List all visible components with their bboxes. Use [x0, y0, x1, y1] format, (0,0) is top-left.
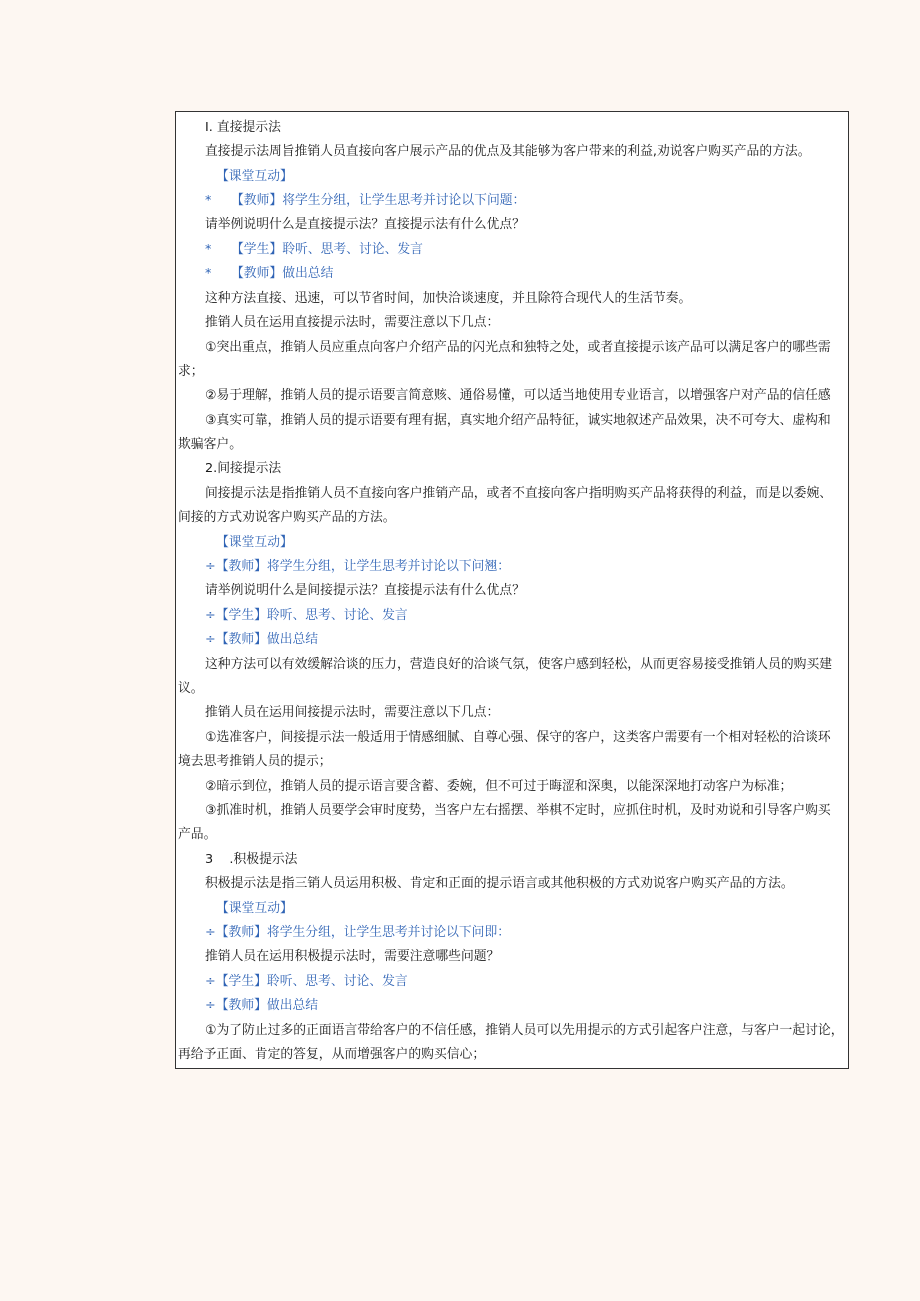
section-2-heading: 2.间接提示法	[205, 461, 282, 476]
bullet-marker: *	[205, 193, 212, 208]
section-3-interaction-label: 【课堂互动】	[216, 901, 293, 916]
section-1-question: 请举例说明什么是直接提示法？直接提示法有什么优点？	[205, 217, 525, 232]
section-3-heading: 3 .积极提示法	[205, 852, 298, 867]
section-3-teacher-task: ÷【教师】将学生分组，让学生思考并讨论以下问即：	[205, 925, 511, 940]
section-2-note-2: ②暗示到位，推销人员的提示语言要含蓄、委婉，但不可过于晦涩和深奥，以能深深地打动客户为标准；	[205, 779, 793, 794]
lesson-content-box	[175, 111, 849, 1069]
bullet-marker: *	[205, 266, 212, 281]
section-2-note-3-cont: 产品。	[178, 827, 217, 842]
section-1-definition: 直接提示法周旨推销人员直接向客户展示产品的优点及其能够为客户带来的利益,劝说客户购买产品的方法。	[205, 144, 811, 159]
section-2-notes-intro: 推销人员在运用间接提示法时，需要注意以下几点：	[205, 705, 500, 720]
section-1-summary: 这种方法直接、迅速，可以节省时间，加快洽谈速度，并且除符合现代人的生活节奏。	[205, 291, 692, 306]
section-2-summary: 这种方法可以有效缓解洽谈的压力，营造良好的洽谈气氛，使客户感到轻松，从而更容易接受推销人员的购买建	[205, 657, 833, 672]
section-3-definition: 积极提示法是指三销人员运用积极、肯定和正面的提示语言或其他积极的方式劝说客户购买产品的方法。	[205, 876, 794, 891]
section-2-question: 请举例说明什么是间接提示法？直接提示法有什么优点？	[205, 583, 525, 598]
section-3-note-1: ①为了防止过多的正面语言带给客户的不信任感，推销人员可以先用提示的方式引起客户注意，与客户一起讨论，	[205, 1023, 844, 1038]
section-3-student-task: ÷【学生】聆听、思考、讨论、发言	[205, 974, 408, 989]
section-1-note-1-cont: 求；	[178, 364, 204, 379]
section-3-note-1-cont: 再给予正面、肯定的答复，从而增强客户的购买信心；	[178, 1047, 486, 1062]
section-2-teacher-summary: ÷【教师】做出总结	[205, 632, 319, 647]
section-1-student-task: * 【学生】聆听、思考、讨论、发言	[205, 242, 423, 257]
section-2-definition: 间接提示法是指推销人员不直接向客户推销产品，或者不直接向客户指明购买产品将获得的利益，而是以委婉、	[205, 486, 833, 501]
section-1-heading: I. 直接提示法	[205, 120, 281, 135]
section-3-question: 推销人员在运用积极提示法时，需要注意哪些问题？	[205, 949, 500, 964]
section-1-notes-intro: 推销人员在运用直接提示法时，需要注意以下几点：	[205, 315, 500, 330]
section-1-teacher-task: * 【教师】将学生分组，让学生思考并讨论以下问题：	[205, 193, 526, 208]
section-2-summary-cont: 议。	[178, 681, 204, 696]
section-2-note-3: ③抓准时机，推销人员要学会审时度势，当客户左右摇摆、举棋不定时，应抓住时机，及时劝说和引导客户购买	[205, 803, 831, 818]
section-1-interaction-label: 【课堂互动】	[216, 169, 293, 184]
section-2-student-task: ÷【学生】聆听、思考、讨论、发言	[205, 608, 408, 623]
section-1-teacher-summary: * 【教师】做出总结	[205, 266, 334, 281]
section-3-teacher-summary: ÷【教师】做出总结	[205, 998, 319, 1013]
section-2-interaction-label: 【课堂互动】	[216, 535, 293, 550]
section-2-teacher-task: ÷【教师】将学生分组，让学生思考并讨论以下问翘：	[205, 559, 511, 574]
section-2-note-1-cont: 境去思考推销人员的提示；	[178, 754, 332, 769]
section-1-note-1: ①突出重点，推销人员应重点向客户介绍产品的闪光点和独特之处，或者直接提示该产品可以满足客户的哪些需	[205, 340, 831, 355]
section-1-note-3-cont: 欺骗客户。	[178, 437, 242, 452]
section-2-note-1: ①选准客户，间接提示法一般适用于情感细腻、自尊心强、保守的客户，这类客户需要有一个相对轻松的洽谈环	[205, 730, 831, 745]
section-1-note-3: ③真实可靠，推销人员的提示语要有理有据，真实地介绍产品特征，诚实地叙述产品效果，决不可夸大、虚构和	[205, 413, 831, 428]
section-1-note-2: ②易于理解，推销人员的提示语要言简意赅、通俗易懂，可以适当地使用专业语言，以增强客户对产品的信任感	[205, 388, 831, 403]
section-2-definition-cont: 间接的方式劝说客户购买产品的方法。	[178, 510, 396, 525]
bullet-marker: *	[205, 242, 212, 257]
